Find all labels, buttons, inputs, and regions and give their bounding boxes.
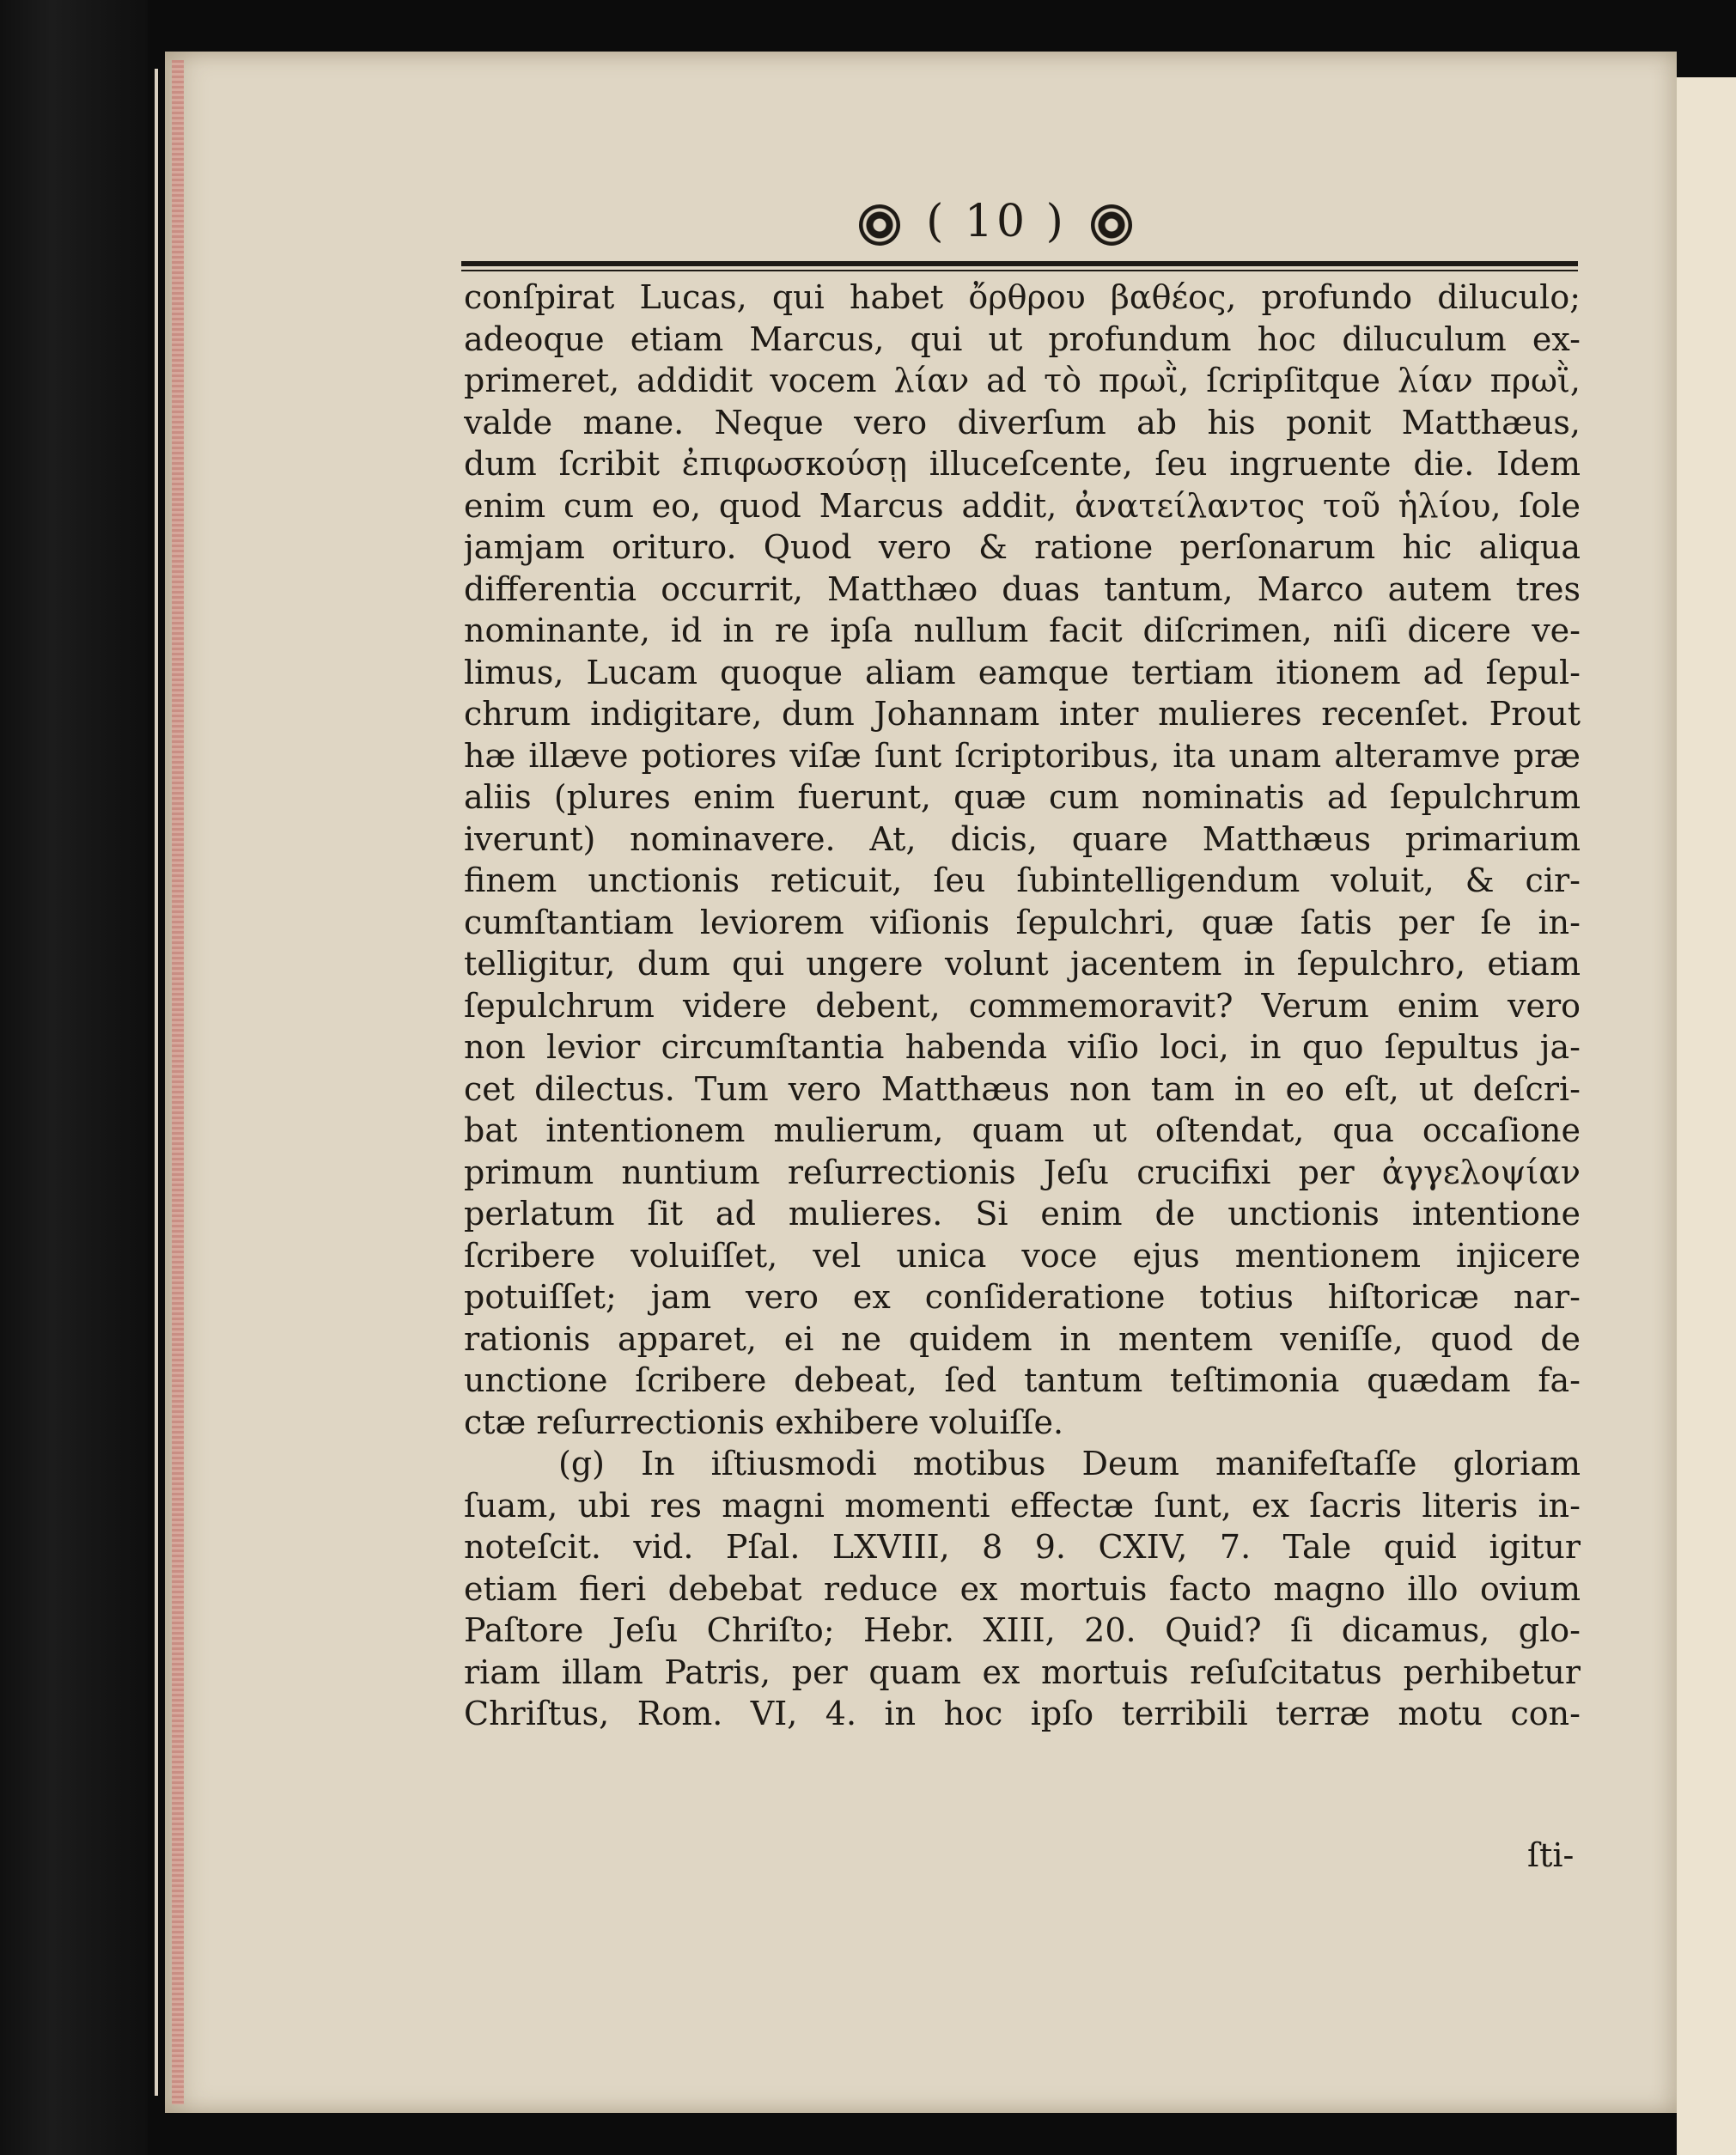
- text-line: hæ illæve potiores viſæ ſunt ſcriptoribus, ita unam alteramve præ: [464, 736, 1581, 775]
- text-line: cumſtantiam leviorem viſionis ſepulchri, quæ ſatis per ſe in-: [464, 903, 1581, 941]
- adjacent-page-edge: [1677, 77, 1736, 2155]
- text-line: ſepulchrum videre debent, commemoravit? Verum enim vero: [464, 986, 1581, 1025]
- text-line: jamjam orituro. Quod vero & ratione perſonarum hic aliqua: [464, 528, 1581, 566]
- text-line: perlatum ſit ad mulieres. Si enim de unctionis intentione: [464, 1195, 1581, 1233]
- text-line: potuiſſet; jam vero ex conſideratione totius hiſtoricæ nar-: [464, 1278, 1581, 1316]
- text-line: aliis (plures enim fuerunt, quæ cum nominatis ad ſepulchrum: [464, 778, 1581, 816]
- text-line: chrum indigitare, dum Johannam inter mulieres recenſet. Prout: [464, 695, 1581, 733]
- footnote-line: noteſcit. vid. Pſal. LXVIII, 8 9. CXIV, 7. Tale quid igitur: [464, 1528, 1581, 1566]
- footnote-line: ſuam, ubi res magni momenti effectæ ſunt, ex ſacris literis in-: [464, 1486, 1581, 1525]
- text-line: finem unctionis reticuit, ſeu ſubintelligendum voluit, & cir-: [464, 861, 1581, 899]
- rosette-ornament-icon: [1091, 204, 1132, 246]
- text-line: ctæ reſurrectionis exhibere voluiſſe.: [464, 1403, 1064, 1441]
- catchword: ſti-: [1527, 1836, 1575, 1874]
- text-line: non levior circumſtantia habenda viſio loci, in quo ſepultus ja-: [464, 1028, 1581, 1066]
- text-line: nominante, id in re ipſa nullum facit diſcrimen, niſi dicere ve-: [464, 612, 1581, 649]
- footnote-line: Paſtore Jeſu Chriſto; Hebr. XIII, 20. Quid? ſi dicamus, glo-: [464, 1611, 1581, 1649]
- footnote-line: Chriſtus, Rom. VI, 4. in hoc ipſo terribili terræ motu con-: [464, 1695, 1581, 1732]
- footnote-line: etiam fieri debebat reduce ex mortuis facto magno illo ovium: [464, 1569, 1581, 1608]
- text-line: rationis apparet, ei ne quidem in mentem veniſſe, quod de: [464, 1319, 1581, 1358]
- body-text: [464, 277, 1581, 1735]
- header-rule-thin: [461, 270, 1578, 271]
- text-line: telligitur, dum qui ungere volunt jacentem in ſepulchro, etiam: [464, 945, 1581, 983]
- text-line: bat intentionem mulierum, quam ut oſtendat, qua occaſione: [464, 1111, 1581, 1149]
- text-line: enim cum eo, quod Marcus addit, ἀνατείλαντος τοῦ ἡλίου, ſole: [464, 486, 1581, 525]
- page-number: ( 10 ): [926, 196, 1067, 247]
- text-line: valde mane. Neque vero diverſum ab his ponit Matthæus,: [464, 403, 1581, 441]
- text-line: adeoque etiam Marcus, qui ut profundum hoc diluculum ex-: [464, 320, 1581, 358]
- text-line: primeret, addidit vocem λίαν ad τὸ πρωῒ, ſcripſitque λίαν πρωῒ,: [464, 362, 1581, 399]
- header-rule: [461, 261, 1578, 266]
- text-line: ſcribere voluiſſet, vel unica voce ejus mentionem injicere: [464, 1236, 1581, 1275]
- text-line: limus, Lucam quoque aliam eamque tertiam itionem ad ſepul-: [464, 653, 1581, 691]
- footnote-line: riam illam Patris, per quam ex mortuis reſuſcitatus perhibetur: [464, 1653, 1581, 1691]
- ruler-strip: [0, 0, 148, 2155]
- rosette-ornament-icon: [859, 204, 900, 246]
- text-line: iverunt) nominavere. At, dicis, quare Matthæus primarium: [464, 819, 1581, 858]
- page-edge: [172, 60, 184, 2104]
- text-line: conſpirat Lucas, qui habet ὄρθρου βαθέος, profundo diluculo;: [464, 278, 1581, 316]
- text-line: cet dilectus. Tum vero Matthæus non tam in eo eſt, ut deſcri-: [464, 1069, 1581, 1108]
- footnote-line: (g) In iſtiusmodi motibus Deum manifeſtaſſe gloriam: [558, 1445, 1581, 1482]
- text-line: differentia occurrit, Matthæo duas tantum, Marco autem tres: [464, 569, 1581, 608]
- ruler-edge: [155, 69, 158, 2096]
- page-header: [464, 196, 1581, 256]
- text-line: primum nuntium reſurrectionis Jeſu crucifixi per ἀγγελοψίαν: [464, 1153, 1581, 1191]
- text-line: unctione ſcribere debeat, ſed tantum teſtimonia quædam fa-: [464, 1361, 1581, 1399]
- text-line: dum ſcribit ἐπιφωσκούσῃ illuceſcente, ſeu ingruente die. Idem: [464, 445, 1581, 483]
